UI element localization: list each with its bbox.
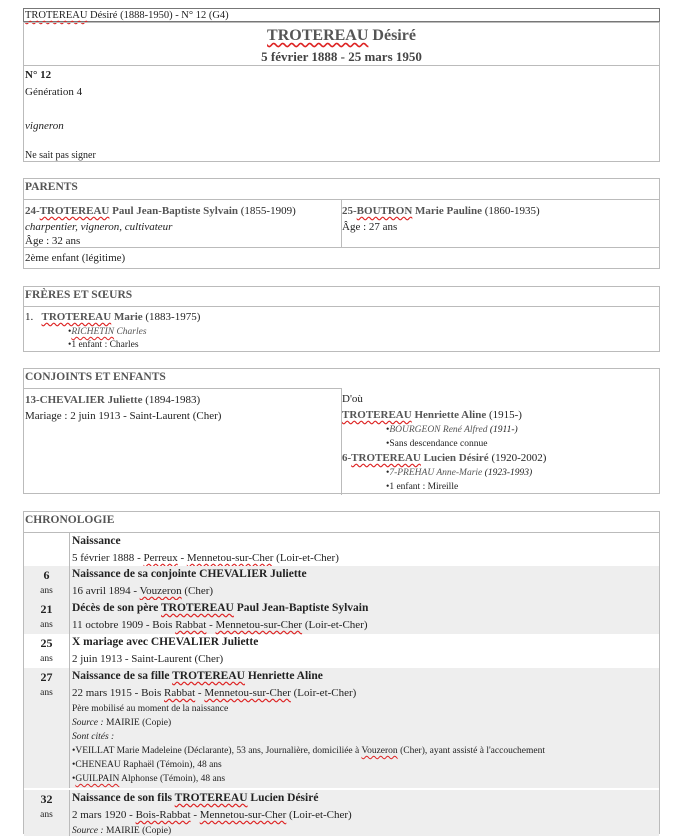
children-cell xyxy=(342,389,659,494)
spouses-section xyxy=(23,368,660,494)
child-item xyxy=(342,451,659,466)
person-summary xyxy=(23,22,660,162)
child-years: (1915-) xyxy=(488,409,522,421)
cited-person: •VEILLAT Marie Madeleine (Déclarante), 53 ans, Journalière, domiciliée à Vouzeron (Cher), ayant assisté à l'accouchement xyxy=(72,746,546,756)
document-header-bar xyxy=(23,8,660,22)
event-place-link[interactable]: Rabbat xyxy=(164,687,196,699)
sibling-index: 1. xyxy=(25,311,34,323)
chronology-event xyxy=(24,789,659,836)
event-age-unit: ans xyxy=(40,586,53,596)
event-title: Naissance xyxy=(72,535,121,547)
event-date-place: 22 mars 1915 - Bois Rabbat - Mennetou-sur-Cher (Loir-et-Cher) xyxy=(72,687,357,699)
event-region: (Cher) xyxy=(184,585,214,597)
event-place-link[interactable]: Mennetou-sur-Cher xyxy=(204,687,291,699)
cited-text: Alphonse (Témoin), 48 ans xyxy=(119,774,226,784)
mother-cell xyxy=(341,199,659,248)
cited-text: VEILLAT Marie Madeleine (Déclarante), 53 ans, Journalière, domiciliée à xyxy=(75,746,362,756)
event-title-prefix: Naissance de son fils xyxy=(72,792,175,804)
event-body xyxy=(72,790,655,838)
event-title-suffix: Lucien Désiré xyxy=(247,792,319,804)
child-years: (1920-2002) xyxy=(491,452,547,464)
person-generation: Génération 4 xyxy=(25,86,83,98)
event-age-cell xyxy=(24,600,70,634)
siblings-section xyxy=(23,286,660,352)
event-place-link[interactable]: Perreux xyxy=(143,552,178,564)
event-date-place: 11 octobre 1909 - Bois Rabbat - Mennetou-sur-Cher (Loir-et-Cher) xyxy=(72,619,368,631)
child-spouse: •7-PREHAU Anne-Marie (1923-1993) xyxy=(386,468,533,478)
event-age-unit: ans xyxy=(40,688,53,698)
event-region: (Loir-et-Cher) xyxy=(293,687,357,699)
mother-years: (1860-1935) xyxy=(484,205,540,217)
event-age: 25 xyxy=(40,636,53,650)
spouse-name[interactable]: CHEVALIER Juliette xyxy=(39,394,143,406)
spouses-heading: CONJOINTS ET ENFANTS xyxy=(25,371,166,383)
child-note-text: Sans descendance connue xyxy=(389,439,488,449)
marriage-info: Mariage : 2 juin 1913 - Saint-Laurent (Cher) xyxy=(25,410,222,422)
chronology-event xyxy=(24,668,659,788)
event-date-place: 2 mars 1920 - Bois-Rabbat - Mennetou-sur-Cher (Loir-et-Cher) xyxy=(72,809,352,821)
child-note-text: 1 enfant : Mireille xyxy=(389,482,459,492)
event-age: 32 xyxy=(40,792,53,806)
person-surname: TROTEREAU xyxy=(267,27,369,44)
chronology-event xyxy=(24,566,659,600)
child-spouse-name[interactable]: BOURGEON René Alfred xyxy=(389,425,488,435)
event-title-surname[interactable]: TROTEREAU xyxy=(161,602,234,614)
cited-place-link[interactable]: Vouzeron xyxy=(361,746,398,756)
spouse-number: 13- xyxy=(25,394,40,406)
cited-surname-link[interactable]: GUILPAIN xyxy=(75,774,120,784)
child-note: •1 enfant : Mireille xyxy=(386,482,459,492)
person-number: N° 12 xyxy=(25,69,52,81)
sibling-spouse-surname[interactable]: RICHETIN xyxy=(71,327,115,337)
person-title xyxy=(24,27,659,45)
chronology-event xyxy=(24,634,659,668)
event-place-link[interactable]: Mennetou-sur-Cher xyxy=(199,809,287,821)
header-text: Désiré (1888-1950) - N° 12 (G4) xyxy=(87,10,229,21)
event-date-place: 5 février 1888 - Perreux - Mennetou-sur-Cher (Loir-et-Cher) xyxy=(72,552,339,564)
birth-rank: 2ème enfant (légitime) xyxy=(24,247,659,268)
child-surname[interactable]: TROTEREAU xyxy=(351,452,421,464)
event-age: 27 xyxy=(40,670,53,684)
child-note: •Sans descendance connue xyxy=(386,439,488,449)
child-spouse-name[interactable]: 7-PREHAU Anne-Marie xyxy=(389,468,483,478)
child-given[interactable]: Henriette Aline xyxy=(414,409,487,421)
event-body xyxy=(72,566,655,600)
event-title: Naissance de sa conjointe CHEVALIER Juliette xyxy=(72,568,307,580)
event-place-link[interactable]: Rabbat xyxy=(175,619,207,631)
sibling-given[interactable]: Marie xyxy=(113,311,143,323)
event-date: 16 avril 1894 xyxy=(72,585,131,597)
father-number: 24- xyxy=(25,205,40,217)
event-date: 2 mars 1920 xyxy=(72,809,127,821)
mother-surname[interactable]: BOUTRON xyxy=(356,205,413,217)
divider xyxy=(24,65,659,66)
event-place-link[interactable]: Mennetou-sur-Cher xyxy=(215,619,303,631)
event-region: (Loir-et-Cher) xyxy=(289,809,352,821)
event-title-prefix: Naissance de sa fille xyxy=(72,670,173,682)
event-title xyxy=(72,600,655,617)
chronology-heading: CHRONOLOGIE xyxy=(25,514,115,526)
sibling-item xyxy=(24,307,659,325)
chronology-event xyxy=(24,600,659,634)
event-date-place: 2 juin 1913 - Saint-Laurent (Cher) xyxy=(72,653,224,665)
person-given-name: Désiré xyxy=(372,27,416,44)
event-place-prefix: Bois xyxy=(141,687,164,699)
event-age-cell xyxy=(24,790,70,836)
event-age-cell xyxy=(24,668,70,788)
event-age-cell xyxy=(24,566,70,600)
father-surname[interactable]: TROTEREAU xyxy=(39,205,110,217)
event-date-place: 16 avril 1894 - Vouzeron (Cher) xyxy=(72,585,214,597)
event-place-link[interactable]: Bois-Rabbat xyxy=(135,809,191,821)
source-value: MAIRIE (Copie) xyxy=(105,718,172,728)
sibling-children-text: 1 enfant : Charles xyxy=(71,340,139,350)
sibling-years: (1883-1975) xyxy=(145,311,201,323)
event-title-surname[interactable]: TROTEREAU xyxy=(174,792,248,804)
event-place-link[interactable]: Mennetou-sur-Cher xyxy=(186,552,274,564)
father-cell xyxy=(24,199,342,248)
event-age-unit: ans xyxy=(40,620,53,630)
cited-label: Sont cités : xyxy=(72,732,115,742)
source-label: Source : xyxy=(72,718,104,728)
event-place-prefix: Bois xyxy=(152,619,176,631)
event-source xyxy=(72,824,655,838)
source-label: Source : xyxy=(72,826,104,836)
parents-section xyxy=(23,178,660,269)
event-source xyxy=(72,716,655,730)
event-body xyxy=(72,533,655,567)
event-title-suffix: Henriette Aline xyxy=(244,670,323,682)
sibling-spouse-given[interactable]: Charles xyxy=(116,327,147,337)
cited-text: CHENEAU Raphaël (Témoin), 48 ans xyxy=(75,760,222,770)
event-date: 5 février 1888 xyxy=(72,552,135,564)
event-note: Père mobilisé au moment de la naissance xyxy=(72,704,229,714)
child-given[interactable]: Lucien Désiré xyxy=(423,452,489,464)
event-title-prefix: Décès de son père xyxy=(72,602,162,614)
event-age-cell xyxy=(24,533,70,567)
siblings-list xyxy=(24,306,659,353)
header-surname: TROTEREAU xyxy=(25,10,88,21)
event-region: (Loir-et-Cher) xyxy=(304,619,368,631)
father-years: (1855-1909) xyxy=(240,205,296,217)
event-body xyxy=(72,634,655,668)
cited-person: •GUILPAIN Alphonse (Témoin), 48 ans xyxy=(72,774,226,784)
event-region: (Loir-et-Cher) xyxy=(276,552,339,564)
child-spouse-years: (1923-1993) xyxy=(484,468,533,478)
father-age: Âge : 32 ans xyxy=(25,235,81,247)
sibling-spouse: •RICHETIN Charles xyxy=(68,327,147,337)
event-title-suffix: Paul Jean-Baptiste Sylvain xyxy=(233,602,369,614)
mother-age: Âge : 27 ans xyxy=(342,221,398,233)
person-signature-note: Ne sait pas signer xyxy=(25,150,96,161)
event-place-link[interactable]: Vouzeron xyxy=(139,585,182,597)
mother-given[interactable]: Marie Pauline xyxy=(415,205,482,217)
father-given[interactable]: Paul Jean-Baptiste Sylvain xyxy=(112,205,239,217)
spouse-years: (1894-1983) xyxy=(145,394,201,406)
event-title: X mariage avec CHEVALIER Juliette xyxy=(72,636,259,648)
event-title xyxy=(72,668,655,685)
event-title-surname[interactable]: TROTEREAU xyxy=(172,670,245,682)
event-date: 11 octobre 1909 xyxy=(72,619,144,631)
event-age-cell xyxy=(24,634,70,668)
child-spouse-years: (1911-) xyxy=(489,425,518,435)
sibling-children: •1 enfant : Charles xyxy=(68,340,139,350)
child-number: 6- xyxy=(342,452,352,464)
event-age: 6 xyxy=(43,568,50,582)
child-spouse: •BOURGEON René Alfred (1911-) xyxy=(386,425,518,435)
parents-heading: PARENTS xyxy=(25,181,78,193)
child-item xyxy=(342,408,659,423)
source-value: MAIRIE (Copie) xyxy=(105,826,172,836)
event-age-unit: ans xyxy=(40,810,53,820)
chronology-section xyxy=(23,511,660,834)
event-age: 21 xyxy=(40,602,53,616)
event-body xyxy=(72,600,655,634)
spouse-cell xyxy=(24,388,342,495)
children-intro: D'où xyxy=(342,393,363,405)
event-body xyxy=(72,668,655,786)
event-date: 22 mars 1915 xyxy=(72,687,132,699)
cited-text: (Cher), ayant assisté à l'accouchement xyxy=(397,746,546,756)
person-dates: 5 février 1888 - 25 mars 1950 xyxy=(261,49,422,64)
chronology-event xyxy=(24,532,659,567)
child-surname[interactable]: TROTEREAU xyxy=(342,409,412,421)
sibling-surname[interactable]: TROTEREAU xyxy=(41,311,112,323)
father-occupation: charpentier, vigneron, cultivateur xyxy=(25,221,173,233)
person-occupation: vigneron xyxy=(25,120,64,132)
cited-person: •CHENEAU Raphaël (Témoin), 48 ans xyxy=(72,760,222,770)
event-title xyxy=(72,790,655,807)
mother-number: 25- xyxy=(342,205,357,217)
event-age-unit: ans xyxy=(40,654,53,664)
siblings-heading: FRÈRES ET SŒURS xyxy=(25,289,133,301)
